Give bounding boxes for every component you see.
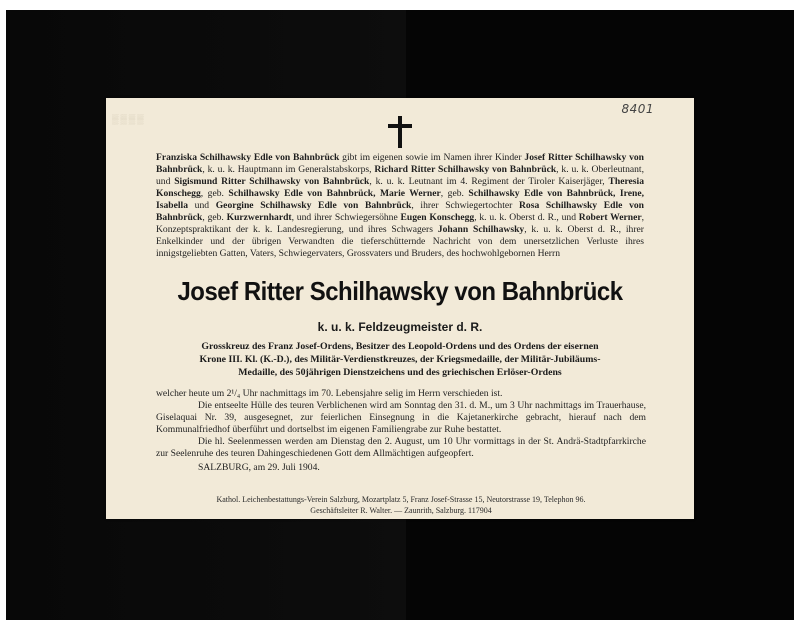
place-and-date: SALZBURG, am 29. Juli 1904. (198, 462, 320, 473)
deceased-rank: k. u. k. Feldzeugmeister d. R. (317, 320, 483, 334)
cross-icon (388, 116, 412, 148)
faded-stamp: ▒▒▒▒ (112, 114, 146, 124)
printer-footer (166, 494, 636, 516)
footer-line-1: Kathol. Leichenbestattungs-Verein Salzburg, Mozartplatz 5, Franz Josef-Strasse 15, Neutorstrasse 19, Telephon 96. (216, 495, 586, 504)
archive-number: 8401 (621, 102, 654, 116)
honors-list: Grosskreuz des Franz Josef-Ordens, Besitzer des Leopold-Ordens und des Ordens der eisernen Krone III. Kl. (K.-D.), des Militär-Verdienstkreuzes, der Kriegsmedaille, der Militär-Jubiläums-Medaille, des 50jährigen Dienstzeichens und des griechischen Erlöser-Ordens (199, 341, 601, 378)
requiem-masses: Die hl. Seelenmessen werden am Dienstag den 2. August, um 10 Uhr vormittags in der St. Andrä-Stadtpfarrkirche zur Seelenruhe des teuren Dahingeschiedenen Gott dem Allmächtigen aufgeopfert. (156, 436, 646, 459)
death-statement: welcher heute um 2¹/₄ Uhr nachmittags im 70. Lebensjahre selig im Herrn verschieden ist. (156, 388, 503, 399)
obituary-notice (106, 98, 694, 519)
announcement-paragraph: Franziska Schilhawsky Edle von Bahnbrück gibt im eigenen sowie im Namen ihrer Kinder Josef Ritter Schilhawsky von Bahnbrück, k. u. k. Hauptmann im Generalstabskorps, Richard Ritter Schilhawsky von Bahnbrück, k. u. k. Oberleutnant, und Sigismund Ritter Schilhawsky von Bahnbrück, k. u. k. Leutnant im 4. Regiment der Tiroler Kaiserjäger, Theresia Konschegg, geb. Schilhawsky Edle von Bahnbrück, Marie Werner, geb. Schilhawsky Edle von Bahnbrück, Irene, Isabella und Georgine Schilhawsky Edle von Bahnbrück, ihrer Schwiegertochter Rosa Schilhawsky Edle von Bahnbrück, geb. Kurzwernhardt, und ihrer Schwiegersöhne Eugen Konschegg, k. u. k. Oberst d. R., und Robert Werner, Konzeptspraktikant der k. k. Landesregierung, und ihres Schwagers Johann Schilhawsky, k. u. k. Oberst d. R., ihrer Enkelkinder und der übrigen Verwandten die tieferschütternde Nachricht von dem unersetzlichen Verluste ihres innigstgeliebten Gatten, Vaters, Schwiegervaters, Grossvaters und Bruders, des hochwohlgebornen Herrn (156, 152, 645, 259)
deceased-name: Josef Ritter Schilhawsky von Bahnbrück (177, 276, 623, 306)
funeral-details: Die entseelte Hülle des teuren Verblichenen wird am Sonntag den 31. d. M., um 3 Uhr nachmittags im Trauerhause, Giselaquai Nr. 39, ausgesegnet, zur feierlichen Einsegnung in die Kajetanerkirche gebracht, hierauf nach dem Kommunalfriedhof überführt und dortselbst im eigenen Familiengrabe zur Ruhe bestattet. (156, 400, 646, 435)
footer-line-2: Geschäftsleiter R. Walter. — Zaunrith, Salzburg. 117904 (310, 506, 492, 515)
